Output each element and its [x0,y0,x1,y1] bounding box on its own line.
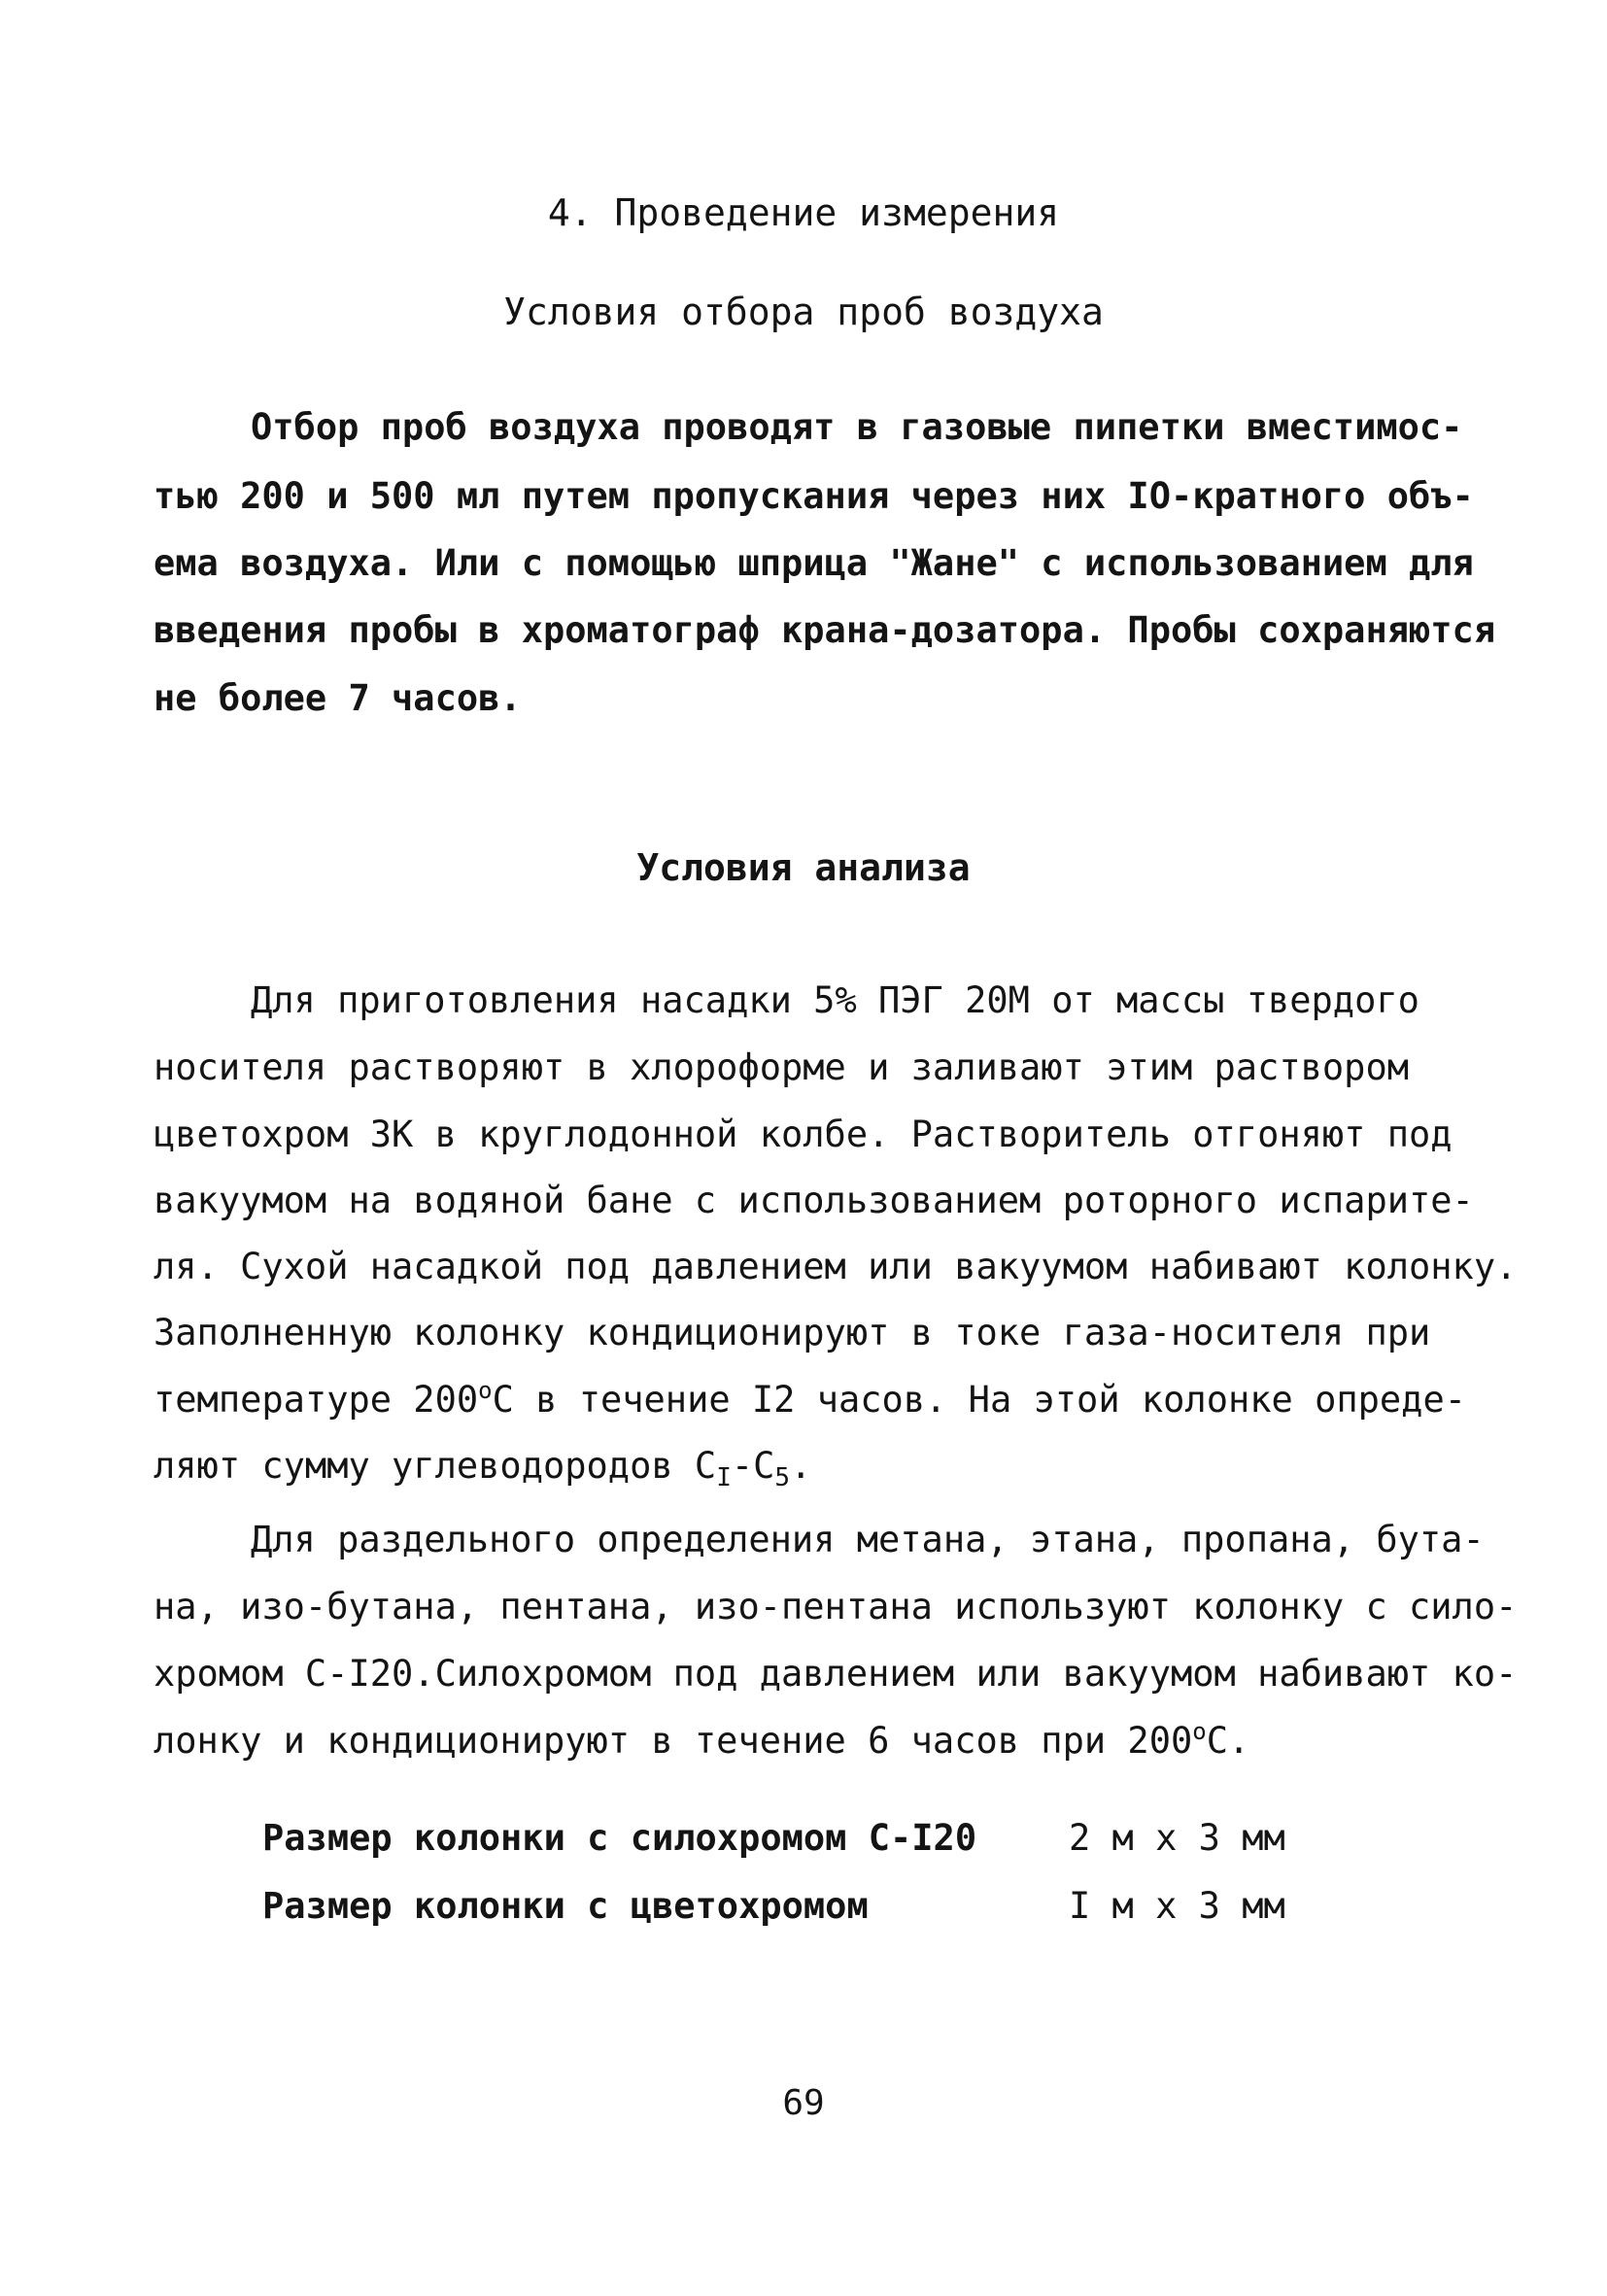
p1-line8-sub2: 5 [774,1463,791,1492]
analysis-p1-line-2: носителя растворяют в хлороформе и заливают этим раствором [154,1046,1410,1088]
analysis-p2-line-2: на, изо-бутана, пентана, изо-пентана используют колонку с сило- [154,1586,1518,1628]
analysis-p1-line-8 [154,1445,812,1492]
analysis-p1-line-5: ля. Сухой насадкой под давлением или вакуумом набивают колонку. [154,1246,1518,1287]
p1-line7-after: С в течение I2 часов. На этой колонке опреде- [492,1379,1467,1421]
column-size-label-2: Размер колонки с цветохромом [262,1885,869,1927]
column-size-value-2: I м x 3 мм [1069,1885,1285,1927]
p1-line8-sub1: I [716,1463,732,1492]
sampling-line-1: Отбор проб воздуха проводят в газовые пипетки вместимос- [251,406,1463,448]
p1-line7-before: температуре 200 [154,1379,479,1421]
sampling-line-3: ема воздуха. Или с помощью шприца "Жане" с использованием для [154,542,1474,584]
page-number: 69 [782,2083,825,2123]
sampling-line-4: введения пробы в хроматограф крана-дозатора. Пробы сохраняются [154,609,1496,651]
p2-line4-degree: о [1192,1718,1207,1745]
p1-line8-before: ляют сумму углеводородов С [154,1445,717,1487]
analysis-p1-line-1: Для приготовления насадки 5% ПЭГ 20М от массы твердого [251,979,1419,1021]
column-size-label-1: Размер колонки с силохромом С-I20 [262,1817,977,1859]
sampling-line-5: не более 7 часов. [154,677,522,719]
sampling-heading: Условия отбора проб воздуха [503,291,1104,333]
analysis-p1-line-6: Заполненную колонку кондиционируют в токе газа-носителя при [154,1312,1431,1354]
analysis-heading: Условия анализа [636,846,971,889]
column-size-value-1: 2 м x 3 мм [1069,1817,1285,1859]
analysis-p1-line-3: цветохром 3К в круглодонной колбе. Растворитель отгоняют под [154,1114,1453,1155]
p1-line8-mid: -С [731,1445,775,1487]
analysis-p2-line-4 [154,1720,1249,1763]
analysis-p2-line-1: Для раздельного определения метана, этана, пропана, бута- [251,1519,1485,1560]
p2-line4-before: лонку и кондиционируют в течение 6 часов при 200 [154,1720,1193,1762]
analysis-p1-line-4: вакуумом на водяной бане с использованием роторного испарите- [154,1180,1474,1221]
section-title: 4. Проведение измерения [547,191,1060,234]
p1-line7-degree: о [478,1377,493,1404]
sampling-line-2: тью 200 и 500 мл путем пропускания через них IO-кратного объ- [154,475,1474,517]
analysis-p2-line-3: хромом С-I20.Силохромом под давлением или вакуумом набивают ко- [154,1653,1518,1695]
p1-line8-after: . [790,1445,812,1487]
p2-line4-after: С. [1206,1720,1250,1762]
analysis-p1-line-7 [154,1379,1466,1422]
